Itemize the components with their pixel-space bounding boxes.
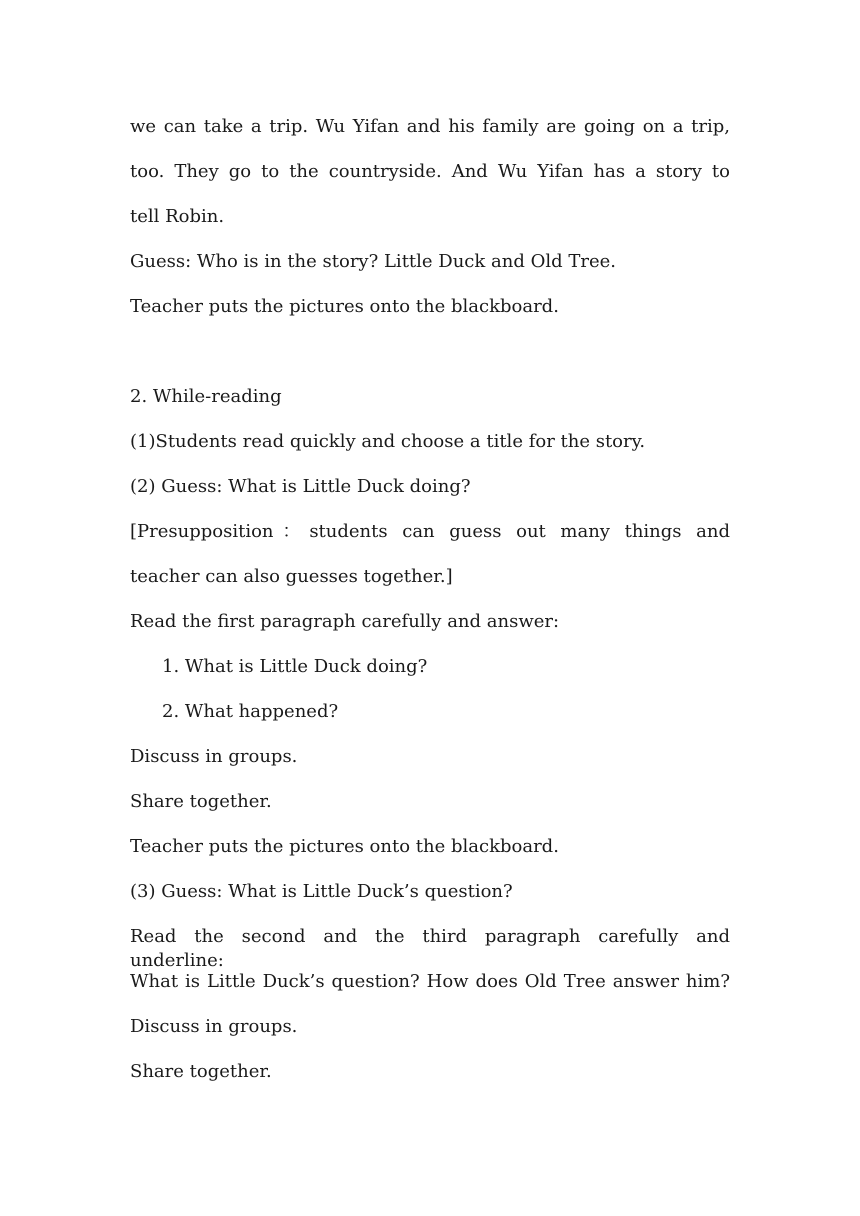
paragraph-line: Teacher puts the pictures onto the blackboard. <box>130 296 559 317</box>
paragraph-line: [Presupposition：students can guess out many things and <box>130 521 730 542</box>
paragraph-line: tell Robin. <box>130 206 225 227</box>
list-item: 1. What is Little Duck doing? <box>162 656 428 677</box>
paragraph-line: (2) Guess: What is Little Duck doing? <box>130 476 471 497</box>
paragraph-line: Discuss in groups. <box>130 1016 298 1037</box>
section-heading: 2. While-reading <box>130 386 282 407</box>
paragraph-line: Share together. <box>130 1061 272 1082</box>
paragraph-line: What is Little Duck’s question? How does Old Tree answer him? <box>130 971 730 992</box>
paragraph-line: teacher can also guesses together.] <box>130 566 453 587</box>
paragraph-line: Share together. <box>130 791 272 812</box>
paragraph-line: (3) Guess: What is Little Duck’s question? <box>130 881 513 902</box>
paragraph-line: too. They go to the countryside. And Wu Yifan has a story to <box>130 161 730 182</box>
paragraph-line: we can take a trip. Wu Yifan and his family are going on a trip, <box>130 116 730 137</box>
paragraph-line: (1)Students read quickly and choose a title for the story. <box>130 431 646 452</box>
paragraph-line: Teacher puts the pictures onto the blackboard. <box>130 836 559 857</box>
paragraph-line: Read the first paragraph carefully and answer: <box>130 611 560 632</box>
paragraph-line: Guess: Who is in the story? Little Duck and Old Tree. <box>130 251 616 272</box>
paragraph-line: Discuss in groups. <box>130 746 298 767</box>
paragraph-line: Read the second and the third paragraph carefully and underline: <box>130 926 730 971</box>
list-item: 2. What happened? <box>162 701 339 722</box>
